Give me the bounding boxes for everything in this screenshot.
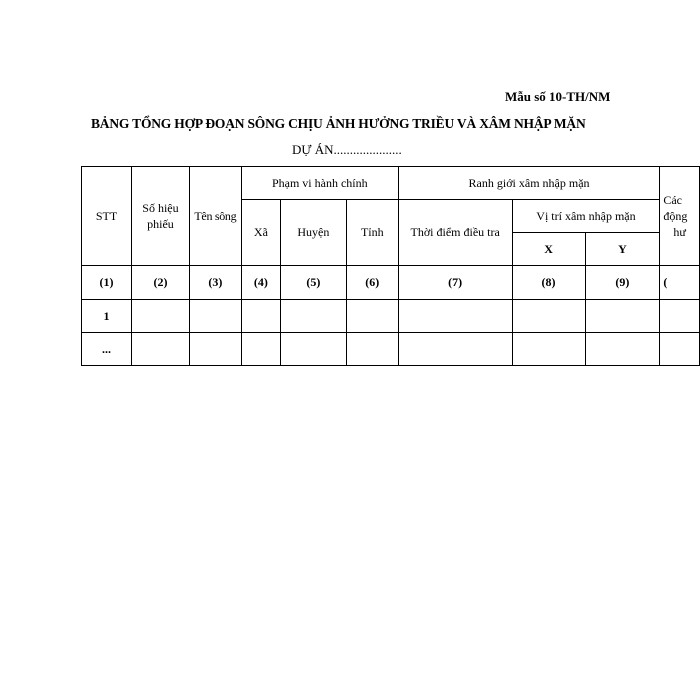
table-row	[82, 333, 700, 366]
header-stt: STT	[82, 167, 132, 266]
table-cell	[346, 300, 398, 333]
header-cut-off-column	[660, 167, 700, 266]
header-cut-off-line-3: hư	[673, 225, 686, 240]
table-cell	[346, 333, 398, 366]
table-cell	[398, 333, 512, 366]
row-stt: ...	[82, 333, 132, 366]
header-ranh-gioi-xam-nhap-man: Ranh giới xâm nhập mặn	[398, 167, 660, 200]
table-cell	[660, 333, 700, 366]
table-cell	[280, 333, 346, 366]
header-ten-song: Tên sông	[189, 167, 241, 266]
form-code: Mẫu số 10-TH/NM	[505, 89, 611, 104]
table-cell	[512, 300, 585, 333]
column-number: (6)	[346, 266, 398, 300]
table-cell	[398, 300, 512, 333]
column-number-row	[82, 266, 700, 300]
header-thoi-diem-dieu-tra: Thời điểm điều tra	[398, 200, 512, 266]
header-cut-off-line-1: Các	[663, 192, 682, 207]
column-number: (1)	[82, 266, 132, 300]
header-pham-vi-hanh-chinh: Phạm vi hành chính	[241, 167, 398, 200]
table-row	[82, 300, 700, 333]
table-cell	[241, 300, 280, 333]
column-number: (5)	[280, 266, 346, 300]
header-huyen: Huyện	[280, 200, 346, 266]
project-line: DỰ ÁN.....................	[292, 142, 402, 157]
header-tinh: Tỉnh	[346, 200, 398, 266]
column-number: (4)	[241, 266, 280, 300]
column-number: (3)	[189, 266, 241, 300]
summary-table	[81, 166, 700, 366]
column-number: (8)	[512, 266, 585, 300]
table-cell	[132, 333, 190, 366]
header-vi-tri-xam-nhap-man: Vị trí xâm nhập mặn	[512, 200, 660, 233]
header-y: Y	[585, 233, 660, 266]
table-cell	[660, 300, 700, 333]
table-cell	[512, 333, 585, 366]
table-cell	[585, 333, 660, 366]
table-cell	[241, 333, 280, 366]
table-cell	[585, 300, 660, 333]
row-stt: 1	[82, 300, 132, 333]
column-number: (7)	[398, 266, 512, 300]
table-cell	[189, 333, 241, 366]
column-number: (2)	[132, 266, 190, 300]
table-cell	[132, 300, 190, 333]
table-cell	[189, 300, 241, 333]
header-x: X	[512, 233, 585, 266]
header-cut-off-line-2: động	[663, 208, 688, 223]
column-number: (9)	[585, 266, 660, 300]
header-xa: Xã	[241, 200, 280, 266]
table-cell	[280, 300, 346, 333]
header-so-hieu-phieu: Số hiệu phiếu	[132, 167, 190, 266]
column-number: (	[660, 266, 700, 300]
document-title: BẢNG TỔNG HỢP ĐOẠN SÔNG CHỊU ẢNH HƯỞNG TRIỀU VÀ XÂM NHẬP MẶN	[91, 116, 586, 131]
